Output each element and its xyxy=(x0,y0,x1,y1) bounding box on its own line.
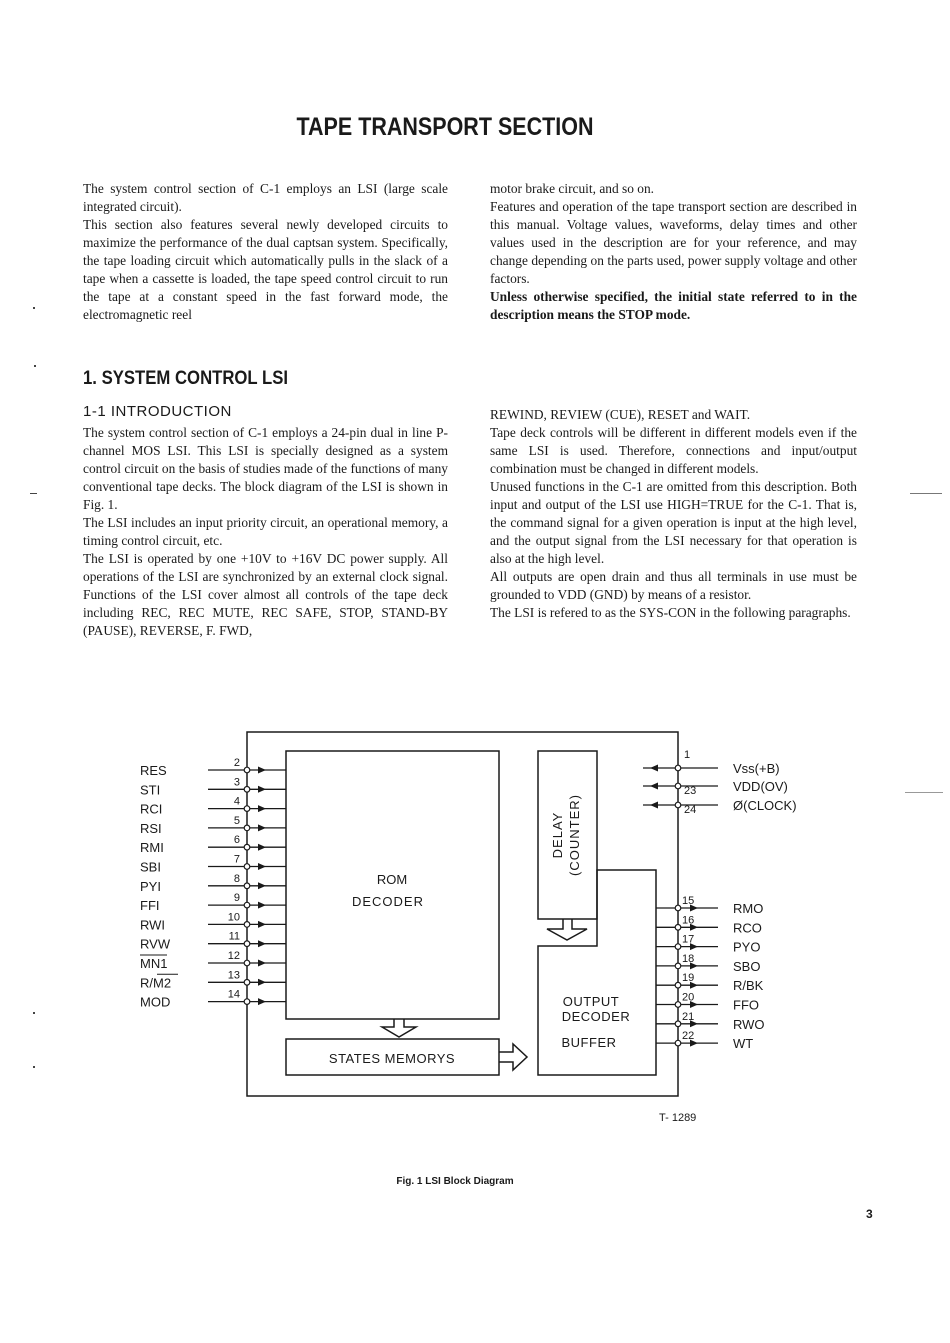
input-pin-label: FFI xyxy=(140,898,160,914)
intro-bold-note: Unless otherwise specified, the initial state referred to in the description means the STOP mode. xyxy=(490,289,857,322)
section-paragraph: Tape deck controls will be different in different models even if the same LSI is used. Therefore, connections and input/output combination must be changed in different models. xyxy=(490,425,857,476)
pin-terminal xyxy=(244,960,250,966)
output-pin-sbo xyxy=(656,953,760,974)
input-pin-label: RSI xyxy=(140,820,162,836)
intro-paragraph: This section also features several newly developed circuits to maximize the performance of the dual captsan system. Specifically, the tape loading circuit which automatically pulls in the slack of a tape when a cassette is loaded, the tape speed control circuit to run the tape at a constant speed in the fast forward mode, the electromagnetic reel xyxy=(83,217,448,322)
section-paragraph: The system control section of C-1 employs a 24-pin dual in line P-channel MOS LSI. This LSI is specially designed as a system control circuit on the basis of studies made of the functions of many conventional tape decks. The block diagram of the LSI is shown in Fig. 1. xyxy=(83,425,448,512)
output-pin-rmo xyxy=(656,895,763,916)
input-arrow-icon xyxy=(258,921,266,928)
scan-speck xyxy=(910,493,942,494)
power-pin-label: Ø(CLOCK) xyxy=(733,798,797,813)
input-pin-label: R/M2 xyxy=(140,975,172,991)
scan-speck xyxy=(905,792,943,793)
power-pin-number: 24 xyxy=(684,804,697,816)
input-pin-label: RCI xyxy=(140,801,163,817)
section-paragraph: The LSI is refered to as the SYS-CON in the following paragraphs. xyxy=(490,605,851,620)
pin-terminal xyxy=(244,922,250,928)
input-pin-number: 4 xyxy=(233,795,240,808)
pin-terminal xyxy=(244,864,250,870)
input-pin-number: 13 xyxy=(227,969,240,982)
input-pin-rmi xyxy=(140,834,286,855)
input-pin-rsi xyxy=(140,815,286,836)
scan-speck xyxy=(34,365,36,367)
pin-terminal xyxy=(244,806,250,812)
input-arrow-icon xyxy=(258,786,266,793)
input-arrow-icon xyxy=(258,940,266,947)
input-pin-number: 2 xyxy=(233,757,240,769)
pin-terminal xyxy=(675,1021,681,1027)
section-paragraph: The LSI is operated by one +10V to +16V DC power supply. All operations of the LSI are synchronized by an external clock signal. Functions of the LSI cover almost all controls of the tape deck including REC, REC MUTE, REC SAFE, STOP, STAND-BY (PAUSE), REVERSE, F. FWD, xyxy=(83,551,448,638)
pin-terminal xyxy=(244,767,250,773)
input-pin-rvw xyxy=(140,931,286,952)
section-paragraph: The LSI includes an input priority circuit, an operational memory, a timing control circuit, etc. xyxy=(83,515,448,548)
input-pin-number: 9 xyxy=(233,892,240,905)
page-title: TAPE TRANSPORT SECTION xyxy=(296,113,594,141)
output-pin-label: RWO xyxy=(733,1016,765,1032)
input-pin-number: 5 xyxy=(233,814,240,827)
power-pin-2 xyxy=(643,779,788,797)
section-paragraph: All outputs are open drain and thus all terminals in use must be grounded to VDD (GND) by means of a resistor. xyxy=(490,569,857,602)
scan-speck xyxy=(30,493,37,494)
input-pin-number: 12 xyxy=(227,950,240,962)
figure-caption: Fig. 1 LSI Block Diagram xyxy=(396,1176,514,1187)
input-pin-pyi xyxy=(140,873,286,894)
output-pin-number: 18 xyxy=(682,952,695,965)
sub-heading: 1-1 INTRODUCTION xyxy=(83,403,232,420)
pin-terminal xyxy=(244,825,250,831)
input-pin-res xyxy=(140,757,286,778)
input-pin-sbi xyxy=(140,854,286,875)
pin-terminal xyxy=(675,963,681,969)
pin-terminal xyxy=(675,765,681,771)
scan-speck xyxy=(33,1066,35,1068)
pin-terminal xyxy=(244,980,250,986)
pin-terminal xyxy=(244,883,250,889)
output-pin-label: RMO xyxy=(733,901,764,916)
input-pin-label: RMI xyxy=(140,840,164,856)
input-pin-label: RWI xyxy=(140,917,166,933)
output-pin-label: R/BK xyxy=(733,978,764,994)
output-pin-number: 15 xyxy=(682,895,695,907)
input-pin-label: MN1 xyxy=(140,956,168,971)
input-pin-number: 10 xyxy=(227,911,240,924)
input-pin-rwi xyxy=(140,911,286,932)
scan-speck xyxy=(33,307,35,309)
power-pin-number: 1 xyxy=(684,749,691,761)
power-pin-3 xyxy=(643,798,797,816)
output-pin-ffo xyxy=(656,992,759,1013)
output-pin-number: 22 xyxy=(682,1030,695,1043)
input-arrow-icon xyxy=(258,863,266,870)
output-pin-label: WT xyxy=(733,1036,754,1052)
rom-to-states-arrow xyxy=(382,1019,416,1037)
counter-label: (COUNTER) xyxy=(567,794,582,876)
input-pin-label: SBI xyxy=(140,859,161,875)
pin-terminal xyxy=(675,1040,681,1046)
input-pin-number: 14 xyxy=(227,988,240,1001)
rom-label: ROM xyxy=(376,872,408,887)
pin-terminal xyxy=(244,787,250,793)
output-pin-rwo xyxy=(656,1011,765,1032)
section-heading: 1. SYSTEM CONTROL LSI xyxy=(83,368,289,389)
output-pin-number: 20 xyxy=(682,991,695,1004)
input-pin-number: 3 xyxy=(233,776,240,789)
pin-terminal xyxy=(244,844,250,850)
page-number: 3 xyxy=(866,1207,873,1221)
power-arrow-icon xyxy=(650,765,658,772)
output-pin-rbk xyxy=(656,972,764,993)
input-arrow-icon xyxy=(258,998,266,1005)
section-paragraph: Unused functions in the C-1 are omitted from this description. Both input and output of the LSI use HIGH=TRUE for the C-1. That is, the command signal for a given operation is input at the high level, and the output signal from the LSI necessary for that operation is also at the high level. xyxy=(490,479,857,566)
pin-terminal xyxy=(675,783,681,789)
power-pin-label: Vss(+B) xyxy=(733,761,780,776)
input-arrow-icon xyxy=(258,960,266,967)
section-paragraph: REWIND, REVIEW (CUE), RESET and WAIT. xyxy=(490,407,751,422)
output-pin-label: PYO xyxy=(733,939,761,955)
scan-speck xyxy=(33,1012,35,1014)
output-pin-label: FFO xyxy=(733,997,759,1013)
input-arrow-icon xyxy=(258,805,266,812)
input-pin-number: 6 xyxy=(233,834,240,847)
input-arrow-icon xyxy=(258,767,266,774)
delay-to-output-arrow xyxy=(547,919,587,940)
output-pin-label: RCO xyxy=(733,920,762,936)
intro-paragraph: Features and operation of the tape transport section are described in this manual. Voltage values, waveforms, delay times and other values used in the description are for your reference, and may change depending on the parts used, power supply voltage and other factors. xyxy=(490,199,857,286)
input-pin-ffi xyxy=(140,892,286,913)
pin-terminal xyxy=(675,944,681,950)
input-pin-mod xyxy=(140,989,286,1010)
intro-paragraph: The system control section of C-1 employs an LSI (large scale integrated circuit). xyxy=(83,181,448,214)
states-memorys-label: STATES MEMORYS xyxy=(328,1051,456,1066)
input-pin-label: MOD xyxy=(140,994,171,1010)
output-pin-rco xyxy=(656,914,762,935)
buffer-label: BUFFER xyxy=(561,1035,617,1050)
output-decoder-label: DECODER xyxy=(561,1009,631,1024)
pin-terminal xyxy=(244,902,250,908)
input-pin-sti xyxy=(140,776,286,797)
power-pin-number: 23 xyxy=(684,785,697,797)
output-pin-number: 17 xyxy=(682,933,695,946)
output-label: OUTPUT xyxy=(562,994,620,1009)
input-pin-number: 11 xyxy=(228,930,240,943)
input-pin-mn1 xyxy=(140,950,286,971)
power-arrow-icon xyxy=(650,802,658,809)
input-pin-number: 8 xyxy=(233,872,240,885)
input-arrow-icon xyxy=(258,902,266,909)
output-pin-pyo xyxy=(656,934,760,955)
output-pin-label: SBO xyxy=(733,958,761,974)
delay-label: DELAY xyxy=(550,811,565,859)
pin-terminal xyxy=(675,925,681,931)
power-pin-1 xyxy=(643,749,780,776)
output-pin-number: 19 xyxy=(682,972,695,985)
pin-terminal xyxy=(244,999,250,1005)
decoder-label: DECODER xyxy=(351,894,425,909)
input-arrow-icon xyxy=(258,844,266,851)
pin-terminal xyxy=(244,941,250,947)
intro-paragraph: motor brake circuit, and so on. xyxy=(490,181,654,196)
power-arrow-icon xyxy=(650,783,658,790)
input-pin-label: RES xyxy=(140,763,167,778)
power-pin-label: VDD(OV) xyxy=(733,779,788,794)
input-pin-number: 7 xyxy=(233,853,240,866)
input-arrow-icon xyxy=(258,824,266,831)
output-pin-wt xyxy=(656,1030,753,1051)
input-pin-rm2 xyxy=(140,969,286,990)
input-pin-label: PYI xyxy=(140,878,161,894)
input-pin-label: RVW xyxy=(140,936,171,952)
output-pin-number: 16 xyxy=(682,914,695,927)
output-pin-number: 21 xyxy=(682,1010,695,1023)
pin-terminal xyxy=(675,982,681,988)
pin-terminal xyxy=(675,802,681,808)
input-pin-rci xyxy=(140,796,286,817)
states-to-output-arrow xyxy=(499,1044,527,1070)
input-arrow-icon xyxy=(258,979,266,986)
pin-terminal xyxy=(675,1002,681,1008)
pin-terminal xyxy=(675,905,681,911)
diagram-reference: T- 1289 xyxy=(659,1112,697,1124)
input-pin-label: STI xyxy=(140,782,161,798)
input-arrow-icon xyxy=(258,882,266,889)
